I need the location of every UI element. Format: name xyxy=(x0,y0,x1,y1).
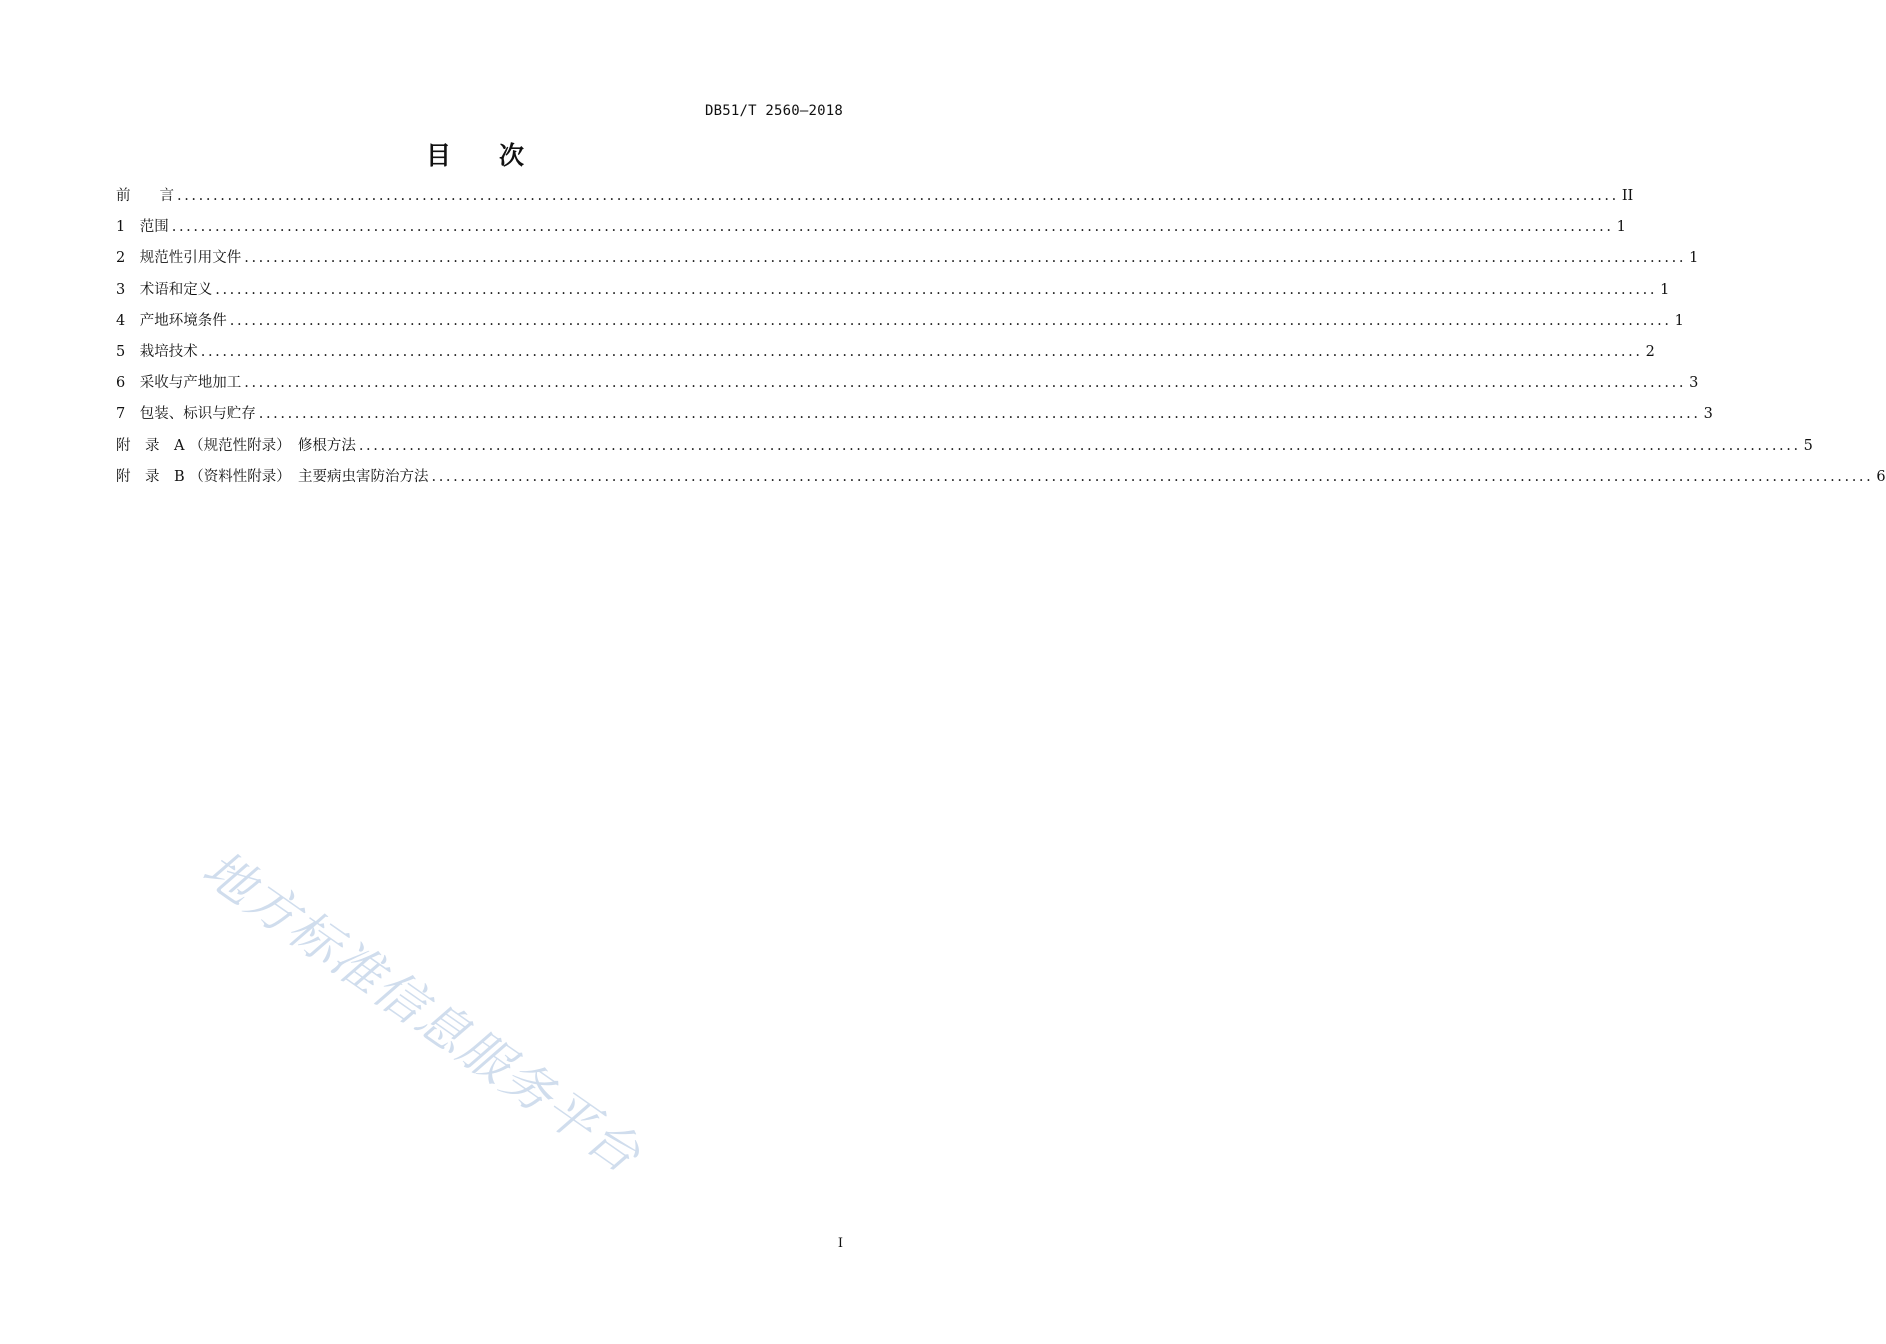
toc-leader-dots: ........................................................................................................................................................................................................ xyxy=(358,437,1801,454)
document-code: DB51/T 2560—2018 xyxy=(704,103,843,119)
toc-entry-cultivation[interactable] xyxy=(116,337,1655,368)
toc-entry-label: 6 采收与产地加工 xyxy=(116,375,242,392)
toc-entry-terms-definitions[interactable] xyxy=(116,275,1670,306)
toc-entry-label: 前 言 xyxy=(116,188,174,204)
toc-list xyxy=(116,181,1886,493)
toc-entry-page: 1 xyxy=(1660,281,1670,298)
toc-entry-appendix-a[interactable] xyxy=(116,431,1813,462)
toc-entry-harvest-processing[interactable] xyxy=(116,368,1699,399)
toc-title-char-2: 次 xyxy=(499,141,525,170)
toc-entry-page: 3 xyxy=(1689,375,1699,392)
toc-entry-page: 5 xyxy=(1803,437,1813,454)
toc-leader-dots: ........................................................................................................................................................................................................ xyxy=(215,281,1658,298)
toc-leader-dots: ........................................................................................................................................................................................................ xyxy=(244,375,1687,392)
toc-entry-foreword[interactable] xyxy=(116,181,1634,212)
toc-entry-page: 1 xyxy=(1616,219,1626,236)
toc-entry-page: II xyxy=(1621,188,1634,204)
toc-leader-dots: ........................................................................................................................................................................................................ xyxy=(171,219,1614,236)
toc-entry-packaging-storage[interactable] xyxy=(116,399,1713,430)
toc-entry-page: 3 xyxy=(1703,406,1713,423)
toc-entry-scope[interactable] xyxy=(116,212,1626,243)
toc-entry-label: 1 范围 xyxy=(116,219,169,236)
toc-entry-environment[interactable] xyxy=(116,306,1684,337)
toc-entry-label: 4 产地环境条件 xyxy=(116,312,227,329)
toc-leader-dots: ........................................................................................................................................................................................................ xyxy=(258,406,1701,423)
toc-entry-label: 附 录 B （资料性附录） 主要病虫害防治方法 xyxy=(116,468,429,485)
toc-entry-label: 2 规范性引用文件 xyxy=(116,250,242,267)
toc-leader-dots: ........................................................................................................................................................................................................ xyxy=(200,343,1643,360)
toc-entry-label: 3 术语和定义 xyxy=(116,281,213,298)
toc-entry-appendix-b[interactable] xyxy=(116,462,1886,493)
toc-entry-page: 1 xyxy=(1674,312,1684,329)
toc-leader-dots: ........................................................................................................................................................................................................ xyxy=(229,312,1672,329)
toc-entry-page: 2 xyxy=(1645,343,1655,360)
toc-title xyxy=(0,136,950,172)
toc-entry-label: 5 栽培技术 xyxy=(116,343,198,360)
page-number: I xyxy=(837,1236,843,1251)
toc-leader-dots: ........................................................................................................................................................................................................ xyxy=(431,468,1874,485)
toc-entry-label: 附 录 A （规范性附录） 修根方法 xyxy=(116,437,356,454)
toc-leader-dots: ........................................................................................................................................................................................................ xyxy=(177,188,1619,204)
watermark: 地方标准信息服务平台 xyxy=(192,839,652,1185)
toc-entry-page: 6 xyxy=(1876,468,1886,485)
toc-entry-normative-references[interactable] xyxy=(116,243,1699,274)
toc-title-char-1: 目 xyxy=(425,141,451,170)
toc-leader-dots: ........................................................................................................................................................................................................ xyxy=(244,250,1687,267)
toc-entry-page: 1 xyxy=(1689,250,1699,267)
toc-entry-label: 7 包装、标识与贮存 xyxy=(116,406,256,423)
